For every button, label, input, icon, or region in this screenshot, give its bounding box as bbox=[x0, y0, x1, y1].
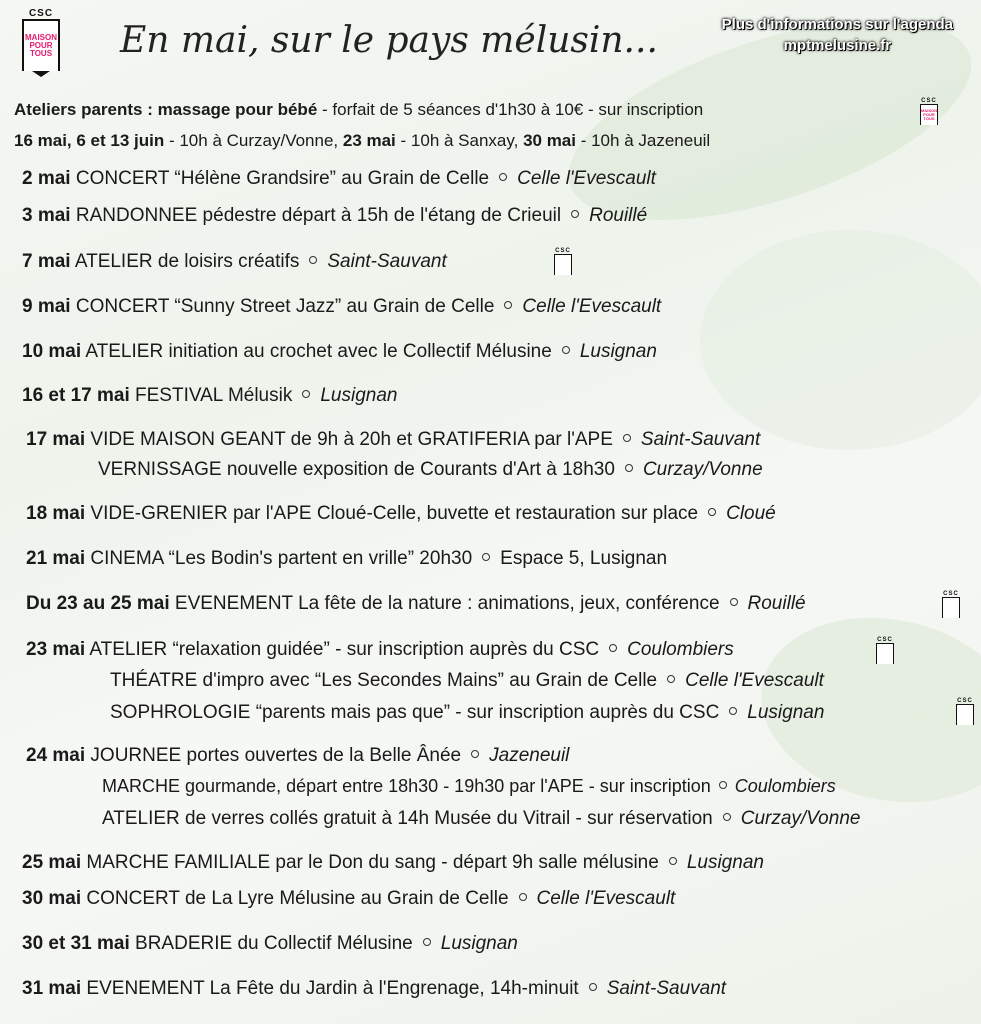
event-text: CONCERT “Hélène Grandsire” au Grain de Celle bbox=[70, 168, 490, 189]
event-text: EVENEMENT La Fête du Jardin à l'Engrenage, 14h-minuit bbox=[81, 978, 579, 999]
event-item bbox=[22, 296, 661, 318]
event-text: FESTIVAL Mélusik bbox=[129, 385, 293, 406]
event-place: Rouillé bbox=[589, 205, 648, 226]
event-item bbox=[22, 852, 764, 874]
event-place: Celle l'Evescault bbox=[522, 296, 662, 317]
logo-m-shape bbox=[32, 71, 50, 77]
ateliers-line-1 bbox=[14, 94, 710, 125]
event-date: Du 23 au 25 mai bbox=[26, 593, 170, 614]
event-item bbox=[26, 503, 776, 525]
separator-dot-icon bbox=[504, 301, 512, 309]
separator-dot-icon bbox=[625, 464, 633, 472]
separator-dot-icon bbox=[589, 983, 597, 991]
event-item bbox=[26, 639, 734, 661]
csc-logo bbox=[956, 698, 974, 725]
event-place: Curzay/Vonne bbox=[642, 459, 763, 480]
event-text: MARCHE FAMILIALE par le Don du sang - départ 9h salle mélusine bbox=[81, 852, 659, 873]
event-text: VIDE MAISON GEANT de 9h à 20h et GRATIFERIA par l'APE bbox=[85, 429, 613, 450]
logo-box bbox=[920, 104, 938, 125]
event-text: RANDONNEE pédestre départ à 15h de l'étang de Crieuil bbox=[70, 205, 562, 226]
event-date: 23 mai bbox=[26, 639, 86, 660]
ateliers-date: 16 mai, 6 et 13 juin bbox=[14, 131, 165, 150]
ateliers-details: - forfait de 5 séances d'1h30 à 10€ - sur inscription bbox=[317, 100, 704, 119]
event-text: SOPHROLOGIE “parents mais pas que” - sur inscription auprès du CSC bbox=[110, 702, 720, 723]
separator-dot-icon bbox=[623, 434, 631, 442]
separator-dot-icon bbox=[730, 598, 738, 606]
logo-box bbox=[554, 254, 572, 275]
separator-dot-icon bbox=[729, 707, 737, 715]
event-text: MARCHE gourmande, départ entre 18h30 - 19h30 par l'APE - sur inscription bbox=[102, 776, 711, 796]
separator-dot-icon bbox=[562, 346, 570, 354]
event-item bbox=[26, 429, 760, 451]
event-place: Lusignan bbox=[440, 933, 518, 954]
event-place: Coulombiers bbox=[734, 776, 836, 796]
event-text: ATELIER initiation au crochet avec le Collectif Mélusine bbox=[81, 341, 552, 362]
event-item bbox=[102, 776, 836, 797]
event-place: Celle l'Evescault bbox=[517, 168, 656, 189]
event-place: Rouillé bbox=[747, 593, 806, 614]
csc-logo bbox=[920, 98, 938, 125]
event-date: 30 et 31 mai bbox=[22, 933, 130, 954]
event-text: ATELIER de verres collés gratuit à 14h Musée du Vitrail - sur réservation bbox=[102, 808, 713, 829]
event-text: CONCERT de La Lyre Mélusine au Grain de Celle bbox=[81, 888, 509, 909]
csc-logo bbox=[876, 637, 894, 664]
logo-csc-text: CSC bbox=[921, 98, 937, 104]
event-text: THÉATRE d'impro avec “Les Secondes Mains” au Grain de Celle bbox=[110, 670, 658, 691]
event-date: 7 mai bbox=[22, 251, 71, 272]
event-text: ATELIER de loisirs créatifs bbox=[70, 251, 300, 272]
separator-dot-icon bbox=[708, 508, 716, 516]
logo-box bbox=[956, 704, 974, 725]
ateliers-date: 23 mai bbox=[342, 131, 396, 150]
event-date: 30 mai bbox=[22, 888, 82, 909]
logo-box bbox=[942, 597, 960, 618]
ateliers-parents bbox=[14, 94, 710, 156]
event-date: 9 mai bbox=[22, 296, 71, 317]
ateliers-date: 30 mai bbox=[523, 131, 576, 150]
event-text: BRADERIE du Collectif Mélusine bbox=[129, 933, 413, 954]
info-block bbox=[722, 14, 953, 56]
logo-box bbox=[876, 643, 894, 664]
csc-logo bbox=[22, 8, 60, 77]
separator-dot-icon bbox=[723, 813, 731, 821]
logo-line: TOUS bbox=[29, 49, 53, 58]
event-item bbox=[22, 385, 397, 407]
event-place: Lusignan bbox=[579, 341, 657, 362]
separator-dot-icon bbox=[482, 553, 490, 561]
event-place: Lusignan bbox=[747, 702, 825, 723]
event-place: Cloué bbox=[726, 503, 776, 524]
event-place: Curzay/Vonne bbox=[740, 808, 861, 829]
event-item bbox=[22, 978, 726, 1000]
logo-line: POUR bbox=[29, 41, 53, 50]
logo-csc-text: CSC bbox=[877, 637, 893, 643]
logo-csc-text: CSC bbox=[555, 248, 571, 254]
event-date: 2 mai bbox=[22, 168, 71, 189]
ateliers-text: - 10h à Jazeneuil bbox=[576, 131, 711, 150]
event-date: 10 mai bbox=[22, 341, 82, 362]
event-item bbox=[26, 745, 569, 767]
ateliers-text: - 10h à Sanxay, bbox=[395, 131, 524, 150]
event-item bbox=[22, 341, 657, 363]
csc-logo bbox=[942, 591, 960, 618]
info-website[interactable]: mptmelusine.fr bbox=[783, 37, 892, 54]
event-date: 25 mai bbox=[22, 852, 82, 873]
event-place: Espace 5, Lusignan bbox=[500, 548, 668, 569]
ateliers-line-2 bbox=[14, 125, 710, 156]
background-leaf bbox=[700, 230, 981, 450]
event-text: CONCERT “Sunny Street Jazz” au Grain de Celle bbox=[70, 296, 495, 317]
separator-dot-icon bbox=[423, 938, 431, 946]
separator-dot-icon bbox=[571, 210, 579, 218]
event-text: VERNISSAGE nouvelle exposition de Courants d'Art à 18h30 bbox=[98, 459, 615, 480]
logo-box bbox=[22, 19, 60, 71]
event-place: Saint-Sauvant bbox=[327, 251, 447, 272]
logo-line: MAISON bbox=[921, 108, 937, 113]
logo-line: TOUS bbox=[923, 116, 935, 121]
event-item bbox=[110, 670, 824, 692]
logo-line: POUR bbox=[923, 112, 935, 117]
page-title: En mai, sur le pays mélusin... bbox=[120, 20, 658, 61]
separator-dot-icon bbox=[471, 750, 479, 758]
separator-dot-icon bbox=[669, 857, 677, 865]
separator-dot-icon bbox=[519, 893, 527, 901]
csc-logo bbox=[554, 248, 572, 275]
separator-dot-icon bbox=[302, 390, 310, 398]
event-date: 31 mai bbox=[22, 978, 82, 999]
ateliers-text: - 10h à Curzay/Vonne, bbox=[164, 131, 343, 150]
event-text: ATELIER “relaxation guidée” - sur inscription auprès du CSC bbox=[85, 639, 600, 660]
event-item bbox=[110, 702, 824, 724]
event-text: VIDE-GRENIER par l'APE Cloué-Celle, buvette et restauration sur place bbox=[85, 503, 699, 524]
event-place: Jazeneuil bbox=[489, 745, 570, 766]
event-date: 18 mai bbox=[26, 503, 86, 524]
separator-dot-icon bbox=[309, 256, 317, 264]
event-place: Celle l'Evescault bbox=[685, 670, 824, 691]
logo-line: MAISON bbox=[25, 33, 57, 42]
event-item bbox=[26, 593, 806, 615]
event-place: Lusignan bbox=[320, 385, 398, 406]
event-item bbox=[26, 548, 667, 570]
event-item bbox=[22, 205, 647, 227]
separator-dot-icon bbox=[719, 781, 727, 789]
event-place: Coulombiers bbox=[627, 639, 734, 660]
event-date: 24 mai bbox=[26, 745, 86, 766]
event-place: Saint-Sauvant bbox=[640, 429, 761, 450]
event-item bbox=[102, 808, 860, 830]
event-text: JOURNEE portes ouvertes de la Belle Ânée bbox=[85, 745, 462, 766]
event-place: Celle l'Evescault bbox=[536, 888, 676, 909]
separator-dot-icon bbox=[499, 173, 507, 181]
event-place: Lusignan bbox=[686, 852, 764, 873]
event-item bbox=[22, 888, 675, 910]
event-place: Saint-Sauvant bbox=[606, 978, 727, 999]
info-line: Plus d'informations sur l'agenda bbox=[721, 16, 953, 33]
event-date: 17 mai bbox=[26, 429, 86, 450]
event-text: EVENEMENT La fête de la nature : animations, jeux, conférence bbox=[169, 593, 720, 614]
ateliers-heading: Ateliers parents : massage pour bébé bbox=[14, 100, 318, 119]
logo-csc-text: CSC bbox=[28, 8, 54, 19]
event-date: 16 et 17 mai bbox=[22, 385, 130, 406]
event-date: 3 mai bbox=[22, 205, 71, 226]
separator-dot-icon bbox=[609, 644, 617, 652]
event-item bbox=[98, 459, 763, 481]
event-item bbox=[22, 251, 447, 273]
logo-csc-text: CSC bbox=[957, 698, 973, 704]
event-text: CINEMA “Les Bodin's partent en vrille” 20h30 bbox=[85, 548, 473, 569]
event-item bbox=[22, 933, 518, 955]
event-item bbox=[22, 168, 656, 190]
logo-csc-text: CSC bbox=[943, 591, 959, 597]
separator-dot-icon bbox=[667, 675, 675, 683]
event-date: 21 mai bbox=[26, 548, 86, 569]
